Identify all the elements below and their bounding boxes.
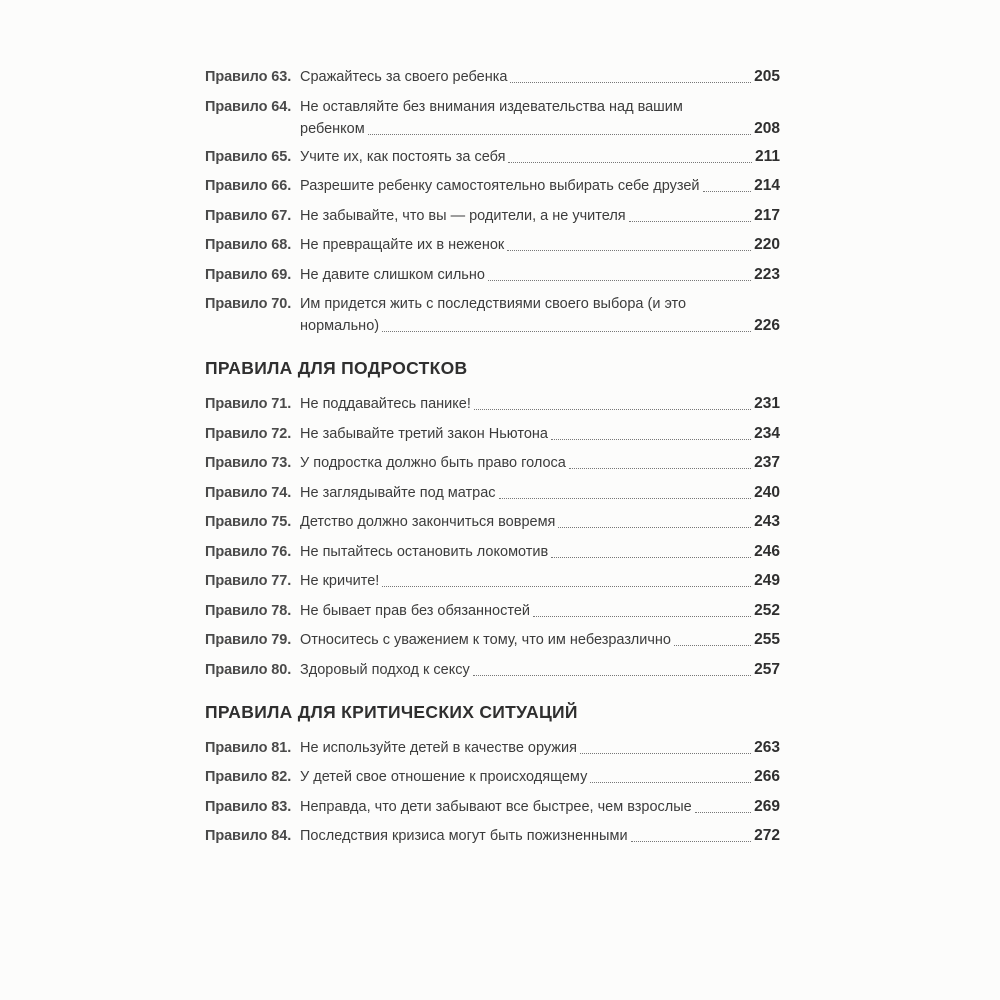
toc-entry-rule-84 bbox=[205, 825, 780, 847]
toc-entry-rule-63 bbox=[205, 66, 780, 88]
dot-leader bbox=[368, 133, 751, 135]
page-number: 237 bbox=[754, 454, 780, 471]
page-number: 226 bbox=[754, 317, 780, 334]
rule-title: Не используйте детей в качестве оружия bbox=[300, 739, 577, 756]
rule-title: Неправда, что дети забывают все быстрее, чем взрослые bbox=[300, 798, 692, 815]
page-number: 252 bbox=[754, 601, 780, 619]
rule-title: Разрешите ребенку самостоятельно выбирать себе друзей bbox=[300, 178, 700, 194]
rule-label: Правило 67. bbox=[205, 207, 292, 224]
rule-label: Правило 66. bbox=[205, 178, 292, 194]
rule-title-continued: нормально) bbox=[300, 318, 380, 334]
dot-leader bbox=[508, 161, 752, 163]
rule-title: Не давите слишком сильно bbox=[300, 266, 485, 283]
dot-leader bbox=[488, 279, 751, 281]
toc-entry-rule-65 bbox=[205, 146, 780, 168]
rule-label: Правило 79. bbox=[205, 632, 292, 648]
rule-label: Правило 82. bbox=[205, 769, 292, 785]
rule-label: Правило 65. bbox=[205, 148, 292, 165]
toc-entry-rule-78 bbox=[205, 600, 780, 622]
page-number: 205 bbox=[754, 68, 780, 85]
rule-label: Правило 63. bbox=[205, 69, 292, 85]
dot-leader bbox=[474, 408, 751, 410]
rule-label: Правило 64. bbox=[205, 98, 292, 115]
dot-leader bbox=[674, 644, 751, 646]
dot-leader bbox=[382, 330, 751, 332]
toc-entry-rule-71 bbox=[205, 393, 780, 415]
page-number: 220 bbox=[754, 236, 780, 253]
toc-entry-rule-66 bbox=[205, 175, 780, 197]
page-number: 269 bbox=[754, 797, 780, 815]
dot-leader bbox=[473, 674, 751, 676]
rule-title: Не заглядывайте под матрас bbox=[300, 484, 496, 501]
rule-label: Правило 80. bbox=[205, 661, 292, 678]
toc-entry-rule-67 bbox=[205, 205, 780, 227]
page-number: 240 bbox=[754, 483, 780, 501]
toc-entry-rule-80 bbox=[205, 659, 780, 681]
table-of-contents bbox=[205, 66, 780, 855]
toc-entry-rule-83 bbox=[205, 796, 780, 818]
page-number: 257 bbox=[754, 660, 780, 678]
dot-leader bbox=[551, 438, 751, 440]
rule-title: Не поддавайтесь панике! bbox=[300, 396, 471, 412]
toc-entry-rule-81 bbox=[205, 737, 780, 759]
rule-label: Правило 84. bbox=[205, 828, 292, 844]
rule-label: Правило 77. bbox=[205, 573, 292, 589]
toc-entry-rule-68 bbox=[205, 234, 780, 256]
toc-entry-rule-75 bbox=[205, 511, 780, 533]
toc-entry-rule-82 bbox=[205, 766, 780, 788]
dot-leader bbox=[580, 752, 751, 754]
toc-entry-rule-70 bbox=[205, 293, 780, 337]
page-number: 211 bbox=[754, 147, 780, 165]
toc-entry-rule-72 bbox=[205, 423, 780, 445]
toc-entry-rule-76 bbox=[205, 541, 780, 563]
page-number: 266 bbox=[754, 768, 780, 785]
rule-title: Относитесь с уважением к тому, что им небезразлично bbox=[300, 632, 671, 648]
rule-title: У детей свое отношение к происходящему bbox=[300, 769, 588, 785]
rule-label: Правило 75. bbox=[205, 514, 292, 530]
page-number: 272 bbox=[754, 827, 780, 844]
dot-leader bbox=[631, 840, 752, 842]
toc-entry-rule-64 bbox=[205, 96, 780, 140]
dot-leader bbox=[569, 467, 751, 469]
dot-leader bbox=[382, 585, 751, 587]
rule-title: Учите их, как постоять за себя bbox=[300, 148, 506, 165]
dot-leader bbox=[695, 811, 751, 813]
rule-label: Правило 73. bbox=[205, 455, 292, 471]
rule-title: Им придется жить с последствиями своего выбора (и это bbox=[300, 296, 687, 312]
page-number: 243 bbox=[754, 513, 780, 530]
page-number: 255 bbox=[754, 631, 780, 648]
page-number: 214 bbox=[754, 177, 780, 194]
rule-title: У подростка должно быть право голоса bbox=[300, 455, 566, 471]
dot-leader bbox=[507, 249, 751, 251]
rule-label: Правило 68. bbox=[205, 237, 292, 253]
rule-title: Не оставляйте без внимания издевательства над вашим bbox=[300, 98, 683, 115]
page-number: 231 bbox=[754, 395, 780, 412]
page-number: 263 bbox=[754, 738, 780, 756]
toc-entry-rule-73 bbox=[205, 452, 780, 474]
rule-label: Правило 76. bbox=[205, 543, 292, 560]
rule-label: Правило 83. bbox=[205, 798, 292, 815]
dot-leader bbox=[558, 526, 751, 528]
rule-title: Не забывайте третий закон Ньютона bbox=[300, 425, 548, 442]
rule-label: Правило 69. bbox=[205, 266, 292, 283]
dot-leader bbox=[629, 220, 751, 222]
page-number: 234 bbox=[754, 424, 780, 442]
toc-entry-rule-77 bbox=[205, 570, 780, 592]
rule-label: Правило 74. bbox=[205, 484, 292, 501]
rule-title: Не пытайтесь остановить локомотив bbox=[300, 543, 549, 560]
rule-title: Не забывайте, что вы — родители, а не учителя bbox=[300, 207, 626, 224]
section-heading-teens: ПРАВИЛА ДЛЯ ПОДРОСТКОВ bbox=[205, 358, 468, 378]
rule-title-continued: ребенком bbox=[300, 120, 365, 137]
page-number: 208 bbox=[754, 119, 780, 137]
dot-leader bbox=[551, 556, 751, 558]
toc-entry-rule-74 bbox=[205, 482, 780, 504]
rule-label: Правило 78. bbox=[205, 602, 292, 619]
dot-leader bbox=[590, 781, 751, 783]
rule-title: Не превращайте их в неженок bbox=[300, 237, 505, 253]
toc-entry-rule-79 bbox=[205, 629, 780, 651]
rule-title: Здоровый подход к сексу bbox=[300, 661, 470, 678]
rule-label: Правило 70. bbox=[205, 296, 292, 312]
rule-label: Правило 71. bbox=[205, 396, 292, 412]
rule-label: Правило 72. bbox=[205, 425, 292, 442]
rule-title: Последствия кризиса могут быть пожизненными bbox=[300, 828, 628, 844]
dot-leader bbox=[510, 81, 751, 83]
page-number: 246 bbox=[754, 542, 780, 560]
rule-title: Не бывает прав без обязанностей bbox=[300, 602, 531, 619]
dot-leader bbox=[703, 190, 752, 192]
section-heading-crisis: ПРАВИЛА ДЛЯ КРИТИЧЕСКИХ СИТУАЦИЙ bbox=[205, 701, 578, 722]
rule-title: Не кричите! bbox=[300, 573, 380, 589]
rule-title: Сражайтесь за своего ребенка bbox=[300, 69, 508, 85]
rule-title: Детство должно закончиться вовремя bbox=[300, 514, 556, 530]
rule-label: Правило 81. bbox=[205, 739, 292, 756]
dot-leader bbox=[533, 615, 751, 617]
toc-entry-rule-69 bbox=[205, 264, 780, 286]
page-number: 223 bbox=[754, 265, 780, 283]
page-number: 217 bbox=[754, 206, 780, 224]
page-number: 249 bbox=[754, 572, 780, 589]
dot-leader bbox=[499, 497, 752, 499]
